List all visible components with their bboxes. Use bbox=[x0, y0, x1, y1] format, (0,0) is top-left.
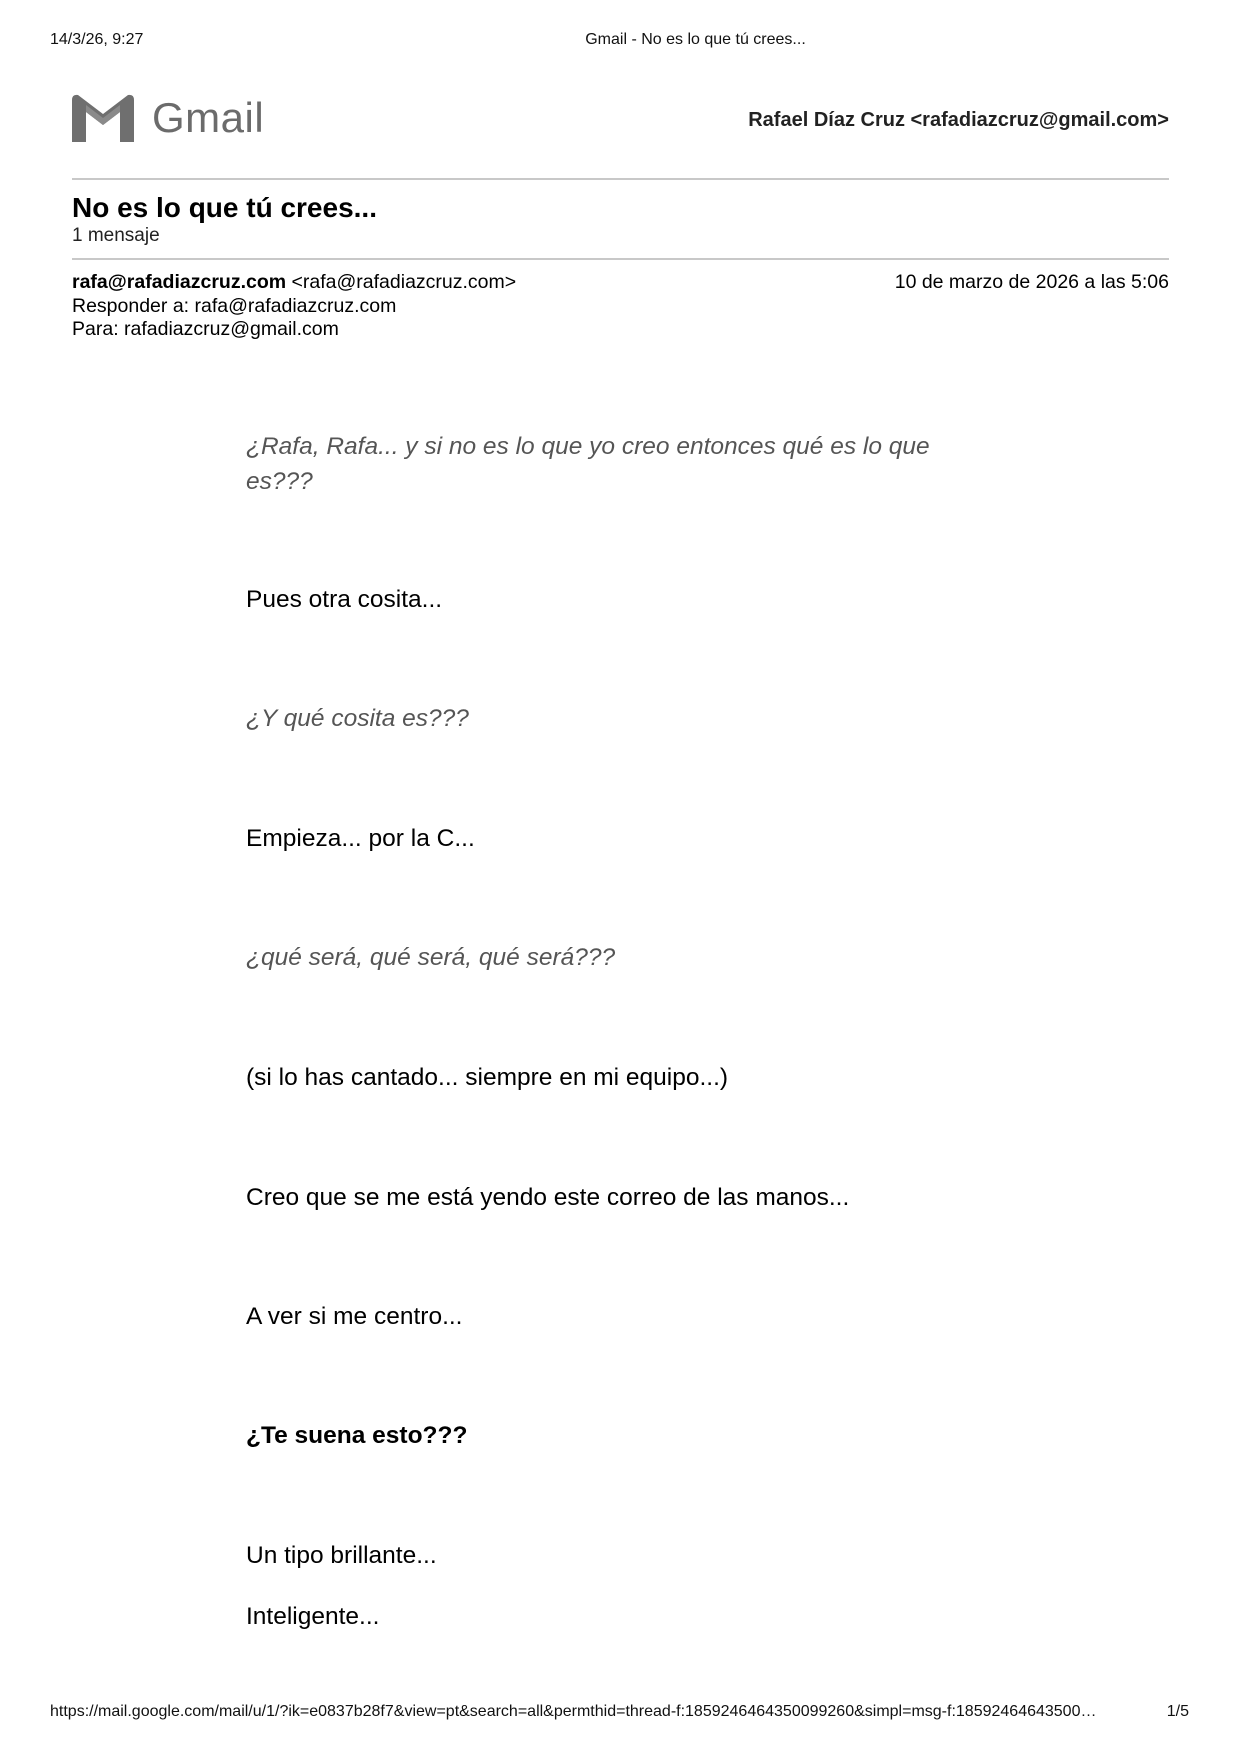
sender-name: rafa@rafadiazcruz.com bbox=[72, 271, 287, 293]
gmail-logo bbox=[72, 92, 264, 144]
body-paragraph: ¿qué será, qué será, qué será??? bbox=[246, 944, 616, 971]
body-paragraph: Creo que se me está yendo este correo de las manos... bbox=[246, 1184, 850, 1211]
print-header bbox=[0, 31, 1241, 53]
body-paragraph: A ver si me centro... bbox=[246, 1303, 463, 1330]
body-paragraph: ¿Y qué cosita es??? bbox=[246, 705, 469, 732]
footer-url: https://mail.google.com/mail/u/1/?ik=e0837b28f7&view=pt&search=all&permthid=thread-f:1859246464350099260&simpl=msg-f:18592464643500… bbox=[50, 1703, 1097, 1720]
message-count: 1 mensaje bbox=[72, 225, 160, 246]
gmail-wordmark: Gmail bbox=[152, 94, 265, 141]
sender-address: <rafa@rafadiazcruz.com> bbox=[291, 271, 517, 293]
body-paragraph: ¿Rafa, Rafa... y si no es lo que yo creo entonces qué es lo que es??? bbox=[246, 433, 930, 495]
body-paragraph: Un tipo brillante... bbox=[246, 1542, 437, 1569]
subject-divider bbox=[72, 258, 1169, 260]
account-identity: Rafael Díaz Cruz <rafadiazcruz@gmail.com> bbox=[748, 109, 1169, 131]
body-paragraph: Pues otra cosita... bbox=[246, 586, 443, 613]
message-meta bbox=[72, 271, 516, 342]
print-page-title: Gmail - No es lo que tú crees... bbox=[585, 31, 806, 48]
message-date: 10 de marzo de 2026 a las 5:06 bbox=[894, 271, 1169, 293]
header-divider bbox=[72, 178, 1169, 180]
thread-subject: No es lo que tú crees... bbox=[72, 192, 377, 223]
body-paragraph: (si lo has cantado... siempre en mi equipo...) bbox=[246, 1064, 729, 1091]
gmail-m-icon bbox=[72, 94, 134, 142]
recipient-line: Para: rafadiazcruz@gmail.com bbox=[72, 318, 339, 340]
page-number: 1/5 bbox=[1166, 1703, 1189, 1720]
print-footer bbox=[0, 1703, 1241, 1725]
reply-to-line: Responder a: rafa@rafadiazcruz.com bbox=[72, 294, 397, 317]
print-datetime: 14/3/26, 9:27 bbox=[50, 31, 144, 48]
body-paragraph: Inteligente... bbox=[246, 1603, 380, 1630]
body-paragraph: Empieza... por la C... bbox=[246, 825, 475, 852]
body-paragraph: ¿Te suena esto??? bbox=[246, 1422, 468, 1449]
sender-line bbox=[72, 271, 516, 295]
